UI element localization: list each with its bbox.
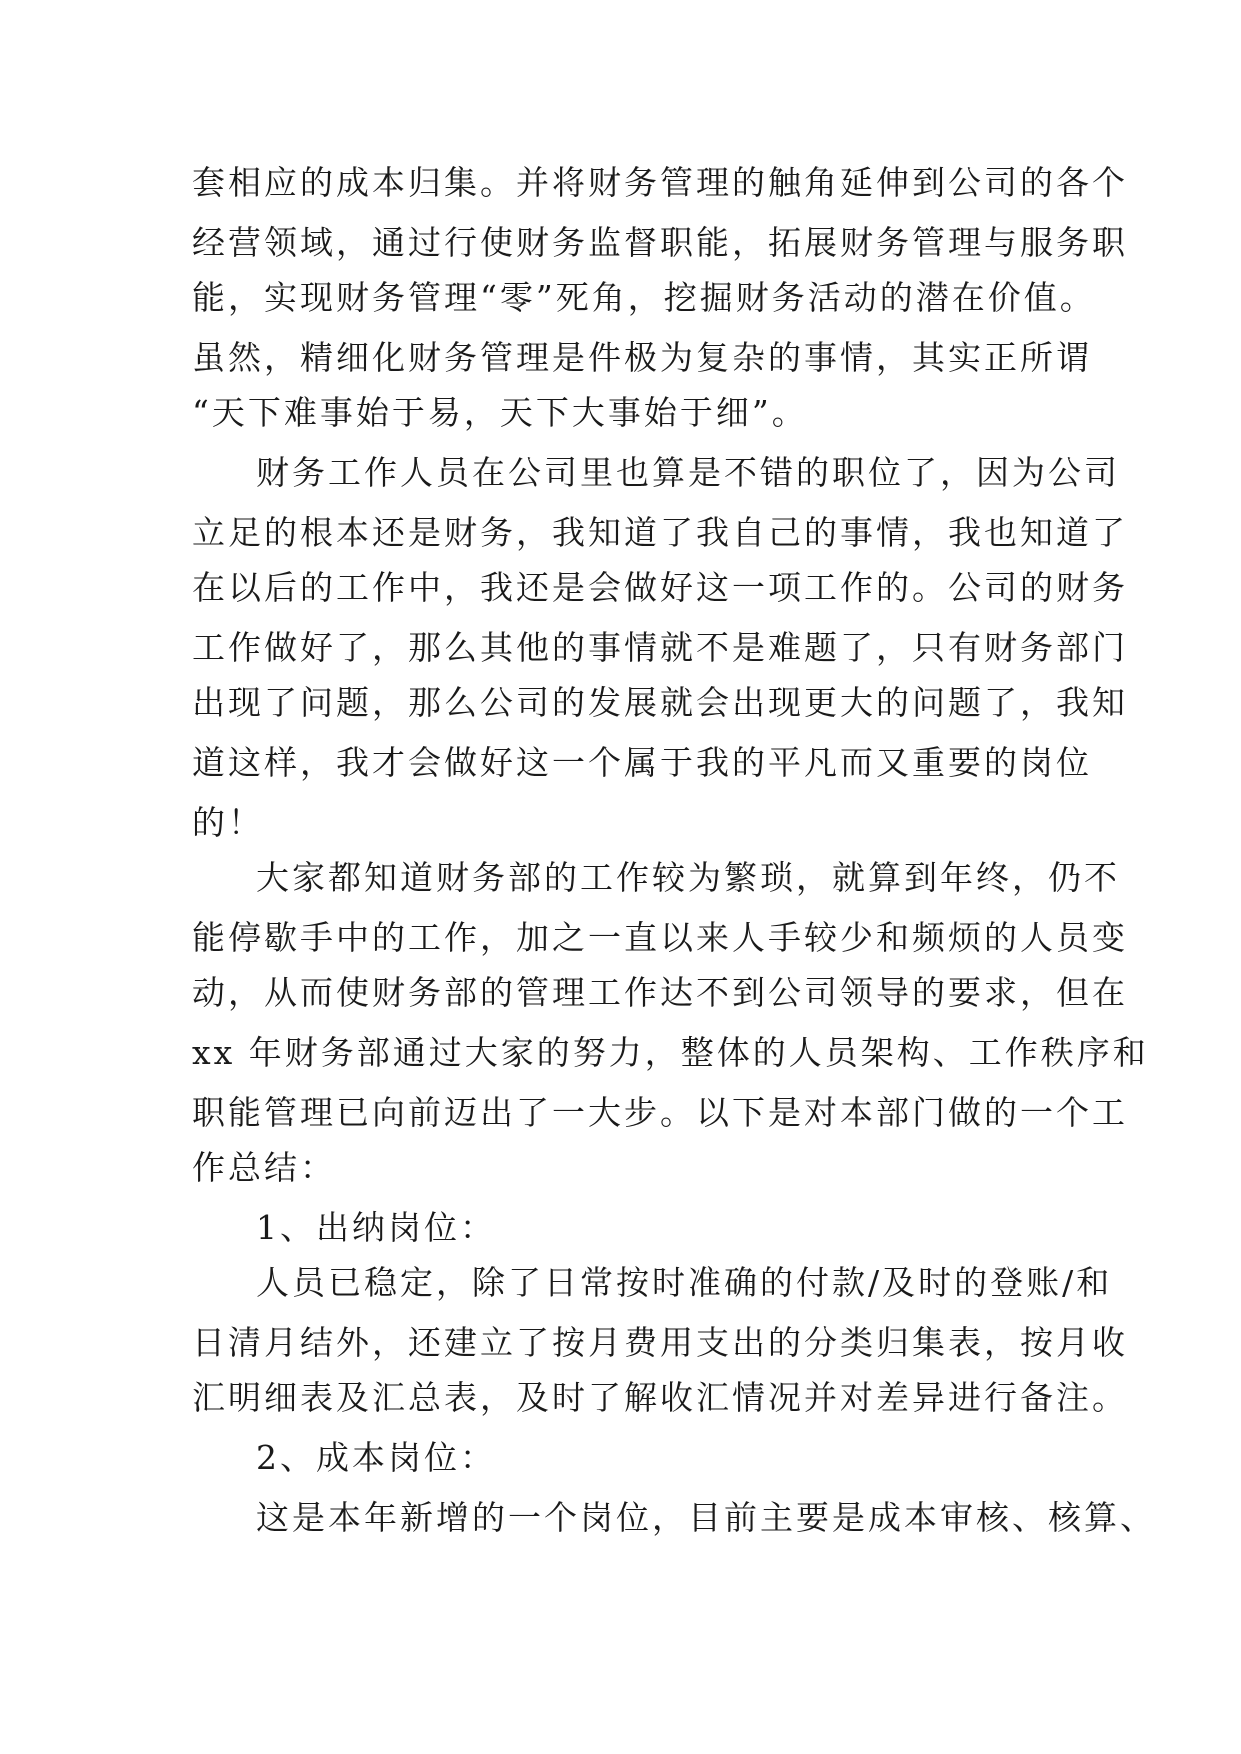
text-line: 日清月结外，还建立了按月费用支出的分类归集表，按月收 (192, 1323, 1128, 1362)
text-line: 职能管理已向前迈出了一大步。以下是对本部门做的一个工 (192, 1093, 1128, 1132)
text-line: 虽然，精细化财务管理是件极为复杂的事情，其实正所谓 (192, 338, 1092, 377)
text-line: 工作做好了，那么其他的事情就不是难题了，只有财务部门 (192, 628, 1128, 667)
text-line: 汇明细表及汇总表，及时了解收汇情况并对差异进行备注。 (192, 1378, 1128, 1417)
text-line: 的！ (192, 803, 264, 842)
text-line: 在以后的工作中，我还是会做好这一项工作的。公司的财务 (192, 568, 1128, 607)
text-line: 套相应的成本归集。并将财务管理的触角延伸到公司的各个 (192, 163, 1128, 202)
section-heading-cashier: 1、出纳岗位： (256, 1208, 496, 1247)
text-line: xx 年财务部通过大家的努力，整体的人员架构、工作秩序和 (192, 1033, 1149, 1072)
text-line: 道这样，我才会做好这一个属于我的平凡而又重要的岗位 (192, 743, 1092, 782)
text-line: 经营领域，通过行使财务监督职能，拓展财务管理与服务职 (192, 223, 1128, 262)
text-line: 能停歇手中的工作，加之一直以来人手较少和频烦的人员变 (192, 918, 1128, 957)
text-line: “天下难事始于易，天下大事始于细”。 (192, 393, 808, 432)
section-heading-cost: 2、成本岗位： (256, 1438, 496, 1477)
text-line: 作总结： (192, 1148, 336, 1187)
paragraph-first-line: 大家都知道财务部的工作较为繁琐，就算到年终，仍不 (256, 858, 1120, 897)
paragraph-first-line: 这是本年新增的一个岗位，目前主要是成本审核、核算、 (256, 1498, 1156, 1537)
paragraph-first-line: 人员已稳定，除了日常按时准确的付款/及时的登账/和 (256, 1263, 1113, 1302)
text-line: 动，从而使财务部的管理工作达不到公司领导的要求，但在 (192, 973, 1128, 1012)
text-line: 立足的根本还是财务，我知道了我自己的事情，我也知道了 (192, 513, 1128, 552)
paragraph-first-line: 财务工作人员在公司里也算是不错的职位了，因为公司 (256, 453, 1120, 492)
text-line: 出现了问题，那么公司的发展就会出现更大的问题了，我知 (192, 683, 1128, 722)
text-line: 能，实现财务管理“零”死角，挖掘财务活动的潜在价值。 (192, 278, 1096, 317)
